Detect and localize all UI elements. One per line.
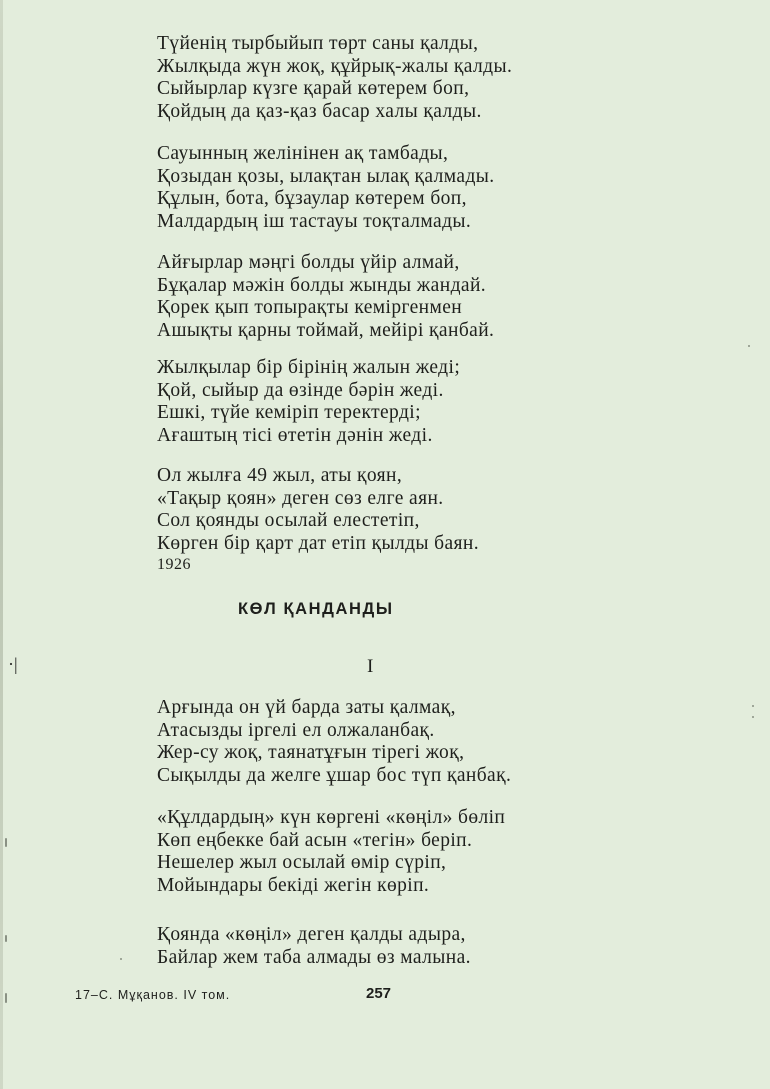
verse-line: «Құлдардың» күн көргені «көңіл» бөліп bbox=[157, 807, 506, 828]
stanza-8 bbox=[157, 924, 677, 969]
signature-mark: 17–С. Мұқанов. IV том. bbox=[75, 988, 231, 1002]
verse-line: Ашықты қарны тоймай, мейірі қанбай. bbox=[157, 319, 495, 341]
verse-line: Қорек қып топырақты кеміргенмен bbox=[157, 297, 463, 319]
stanza-6 bbox=[157, 697, 677, 787]
scan-speck bbox=[752, 705, 754, 707]
verse-line: Қойдың да қаз-қаз басар халы қалды. bbox=[157, 100, 482, 122]
stanza-3 bbox=[157, 252, 677, 342]
page-number: 257 bbox=[366, 985, 392, 1002]
poem-title: КӨЛ ҚАНДАНДЫ bbox=[238, 600, 394, 618]
stanza-5 bbox=[157, 465, 677, 555]
verse-line: Қоянда «көңіл» деген қалды адыра, bbox=[157, 924, 466, 945]
verse-line: Түйенің тырбыйып төрт саны қалды, bbox=[157, 33, 479, 54]
scan-speck bbox=[5, 838, 7, 847]
verse-line: «Тақыр қоян» деген сөз елге аян. bbox=[157, 487, 444, 509]
verse-line: Қой, сыйыр да өзінде бәрін жеді. bbox=[157, 379, 444, 401]
verse-line: Айғырлар мәңгі болды үйір алмай, bbox=[157, 252, 460, 273]
stanza-7 bbox=[157, 807, 677, 897]
stanza-2 bbox=[157, 143, 677, 233]
verse-line: Жылқылар бір бірінің жалын жеді; bbox=[157, 357, 461, 378]
verse-line: Көп еңбекке бай асын «тегін» беріп. bbox=[157, 829, 473, 851]
scan-edge-shadow bbox=[0, 0, 3, 1089]
scan-speck bbox=[5, 993, 7, 1003]
verse-line: Ағаштың тісі өтетін дәнін жеді. bbox=[157, 424, 433, 446]
verse-line: Сол қоянды осылай елестетіп, bbox=[157, 510, 420, 532]
verse-line: Көрген бір қарт дат етіп қылды баян. bbox=[157, 532, 480, 554]
verse-line: Малдардың іш тастауы тоқталмады. bbox=[157, 210, 472, 232]
verse-line: Жер-су жоқ, таянатұғын тірегі жоқ, bbox=[157, 742, 465, 764]
verse-line: Құлын, бота, бұзаулар көтерем боп, bbox=[157, 188, 467, 210]
margin-tick-mark: ·| bbox=[8, 654, 18, 674]
verse-line: Сықылды да желге ұшар бос түп қанбақ. bbox=[157, 764, 512, 786]
verse-line: Бұқалар мәжін болды жынды жандай. bbox=[157, 274, 487, 296]
verse-line: Атасызды іргелі ел олжаланбақ. bbox=[157, 719, 435, 741]
section-number: I bbox=[367, 656, 374, 677]
verse-line: Ешкі, түйе кеміріп теректерді; bbox=[157, 402, 421, 424]
verse-line: Мойындары бекіді жегін көріп. bbox=[157, 874, 430, 896]
stanza-1 bbox=[157, 33, 677, 123]
scan-speck bbox=[120, 958, 122, 960]
scan-speck bbox=[752, 716, 754, 718]
verse-line: Байлар жем таба алмады өз малына. bbox=[157, 946, 471, 968]
scan-speck bbox=[5, 935, 7, 942]
verse-line: Сыйырлар күзге қарай көтерем боп, bbox=[157, 78, 470, 100]
scan-speck bbox=[748, 345, 750, 347]
verse-line: Арғында он үй барда заты қалмақ, bbox=[157, 697, 456, 718]
poem-date: 1926 bbox=[157, 556, 191, 573]
verse-line: Қозыдан қозы, ылақтан ылақ қалмады. bbox=[157, 165, 495, 187]
verse-line: Жылқыда жүн жоқ, құйрық-жалы қалды. bbox=[157, 55, 513, 77]
verse-line: Сауынның желінінен ақ тамбады, bbox=[157, 143, 449, 164]
verse-line: Ол жылға 49 жыл, аты қоян, bbox=[157, 465, 403, 486]
stanza-4 bbox=[157, 357, 677, 447]
verse-line: Нешелер жыл осылай өмір сүріп, bbox=[157, 852, 447, 874]
